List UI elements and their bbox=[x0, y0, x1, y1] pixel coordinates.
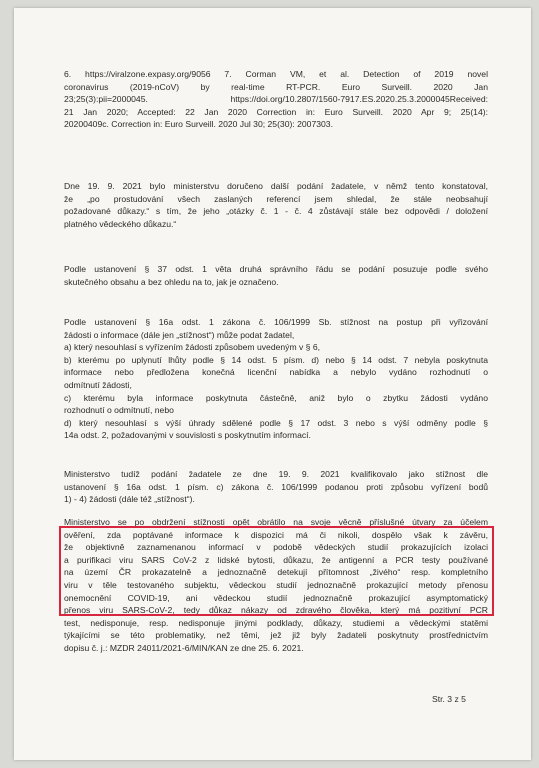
text-line: 1) - 4) žádosti (dále též „stížnost“). bbox=[64, 494, 195, 505]
text-line: požadované důkazy.“ s tím, že jeho „otázky č. 1 - č. 4 zůstávají stále bez odpovědi / doložení bbox=[64, 206, 488, 217]
text-line: 6. https://viralzone.expasy.org/9056 7. Corman VM, et al. Detection of 2019 novel bbox=[64, 69, 488, 79]
text-line: 20200409c. Correction in: Euro Surveill. 2020 Jul 30; 25(30): 2007303. bbox=[64, 119, 333, 130]
text-line: žádosti o informace (dále jen „stížnost“) může podat žadatel, bbox=[64, 329, 295, 340]
text-line: c) kterému byla informace poskytnuta částečně, aniž bylo o zbytku žádosti vydáno bbox=[64, 392, 488, 403]
text-line: rozhodnutí o odmítnutí, nebo bbox=[64, 405, 174, 416]
section-16a-paragraph bbox=[64, 316, 488, 442]
text-line: že „po prostudování všech zaslaných referencí jsem shledal, že stále neobsahují bbox=[64, 193, 488, 204]
text-line: a) který nesouhlasí s vyřízením žádosti způsobem uvedeným v § 6, bbox=[64, 342, 321, 353]
submission-paragraph bbox=[64, 180, 488, 230]
text-line: b) kterému po uplynutí lhůty podle § 14 odst. 5 písm. d) nebo § 14 odst. 7 nebyla poskytnuta bbox=[64, 354, 488, 365]
text-line: 21 Jan 2020; Accepted: 22 Jan 2020 Correction in: Euro Surveill. 2020 Apr 9; 25(14): bbox=[64, 106, 488, 117]
text-line: přenos viru SARS-CoV-2, tedy důkaz nákazy od zdravého člověka, který má pozitivní PCR bbox=[64, 605, 488, 616]
page-number: Str. 3 z 5 bbox=[432, 694, 466, 704]
text-line: Podle ustanovení § 37 odst. 1 věta druhá správního řádu se podání posuzuje podle svého bbox=[64, 264, 488, 274]
text-line: 23;25(3):pii=2000045. https://doi.org/10.2807/1560-7917.ES.2020.25.3.2000045Received: bbox=[64, 94, 488, 105]
text-line: test, nedisponuje, resp. nedisponuje jinými podklady, důkazy, studiemi a vědeckými statěmi bbox=[64, 617, 488, 628]
text-line: že objektivně zaznamenanou informací v podobě vědeckých studií prokazujících izolaci bbox=[64, 542, 488, 553]
text-line: coronavirus (2019-nCoV) by real-time RT-PCR. Euro Surveill. 2020 Jan bbox=[64, 81, 488, 92]
text-line: d) který nesouhlasí s výší úhrady sdělené podle § 17 odst. 3 nebo s výší odměny podle § bbox=[64, 417, 488, 428]
text-line: ověření, zda poptávané informace k dispozici má či nikoli, dospělo však k závěru, bbox=[64, 529, 488, 540]
text-line: Podle ustanovení § 16a odst. 1 zákona č. 106/1999 Sb. stížnost na postup při vyřizování bbox=[64, 317, 488, 327]
text-line: onemocnění COVID-19, ani vědeckou studií jednoznačně prokazující asymptomatický bbox=[64, 592, 488, 603]
text-line: informace nebo předložena konečná licenční nabídka a nebylo vydáno rozhodnutí o bbox=[64, 367, 488, 378]
document-page bbox=[14, 8, 531, 760]
text-line: viru v těle testovaného subjektu, vědeckou studií jednoznačně prokazující metody přenosu bbox=[64, 579, 488, 590]
text-line: Dne 19. 9. 2021 bylo ministerstvu doručeno další podání žadatele, v němž tento konstatoval, bbox=[64, 181, 488, 191]
text-line: ustanovení § 16a odst. 1 písm. c) zákona č. 106/1999 podanou proti způsobu vyřízení bodů bbox=[64, 481, 488, 492]
qualification-paragraph bbox=[64, 468, 488, 506]
text-line: Ministerstvo tudíž podání žadatele ze dne 19. 9. 2021 kvalifikovalo jako stížnost dle bbox=[64, 469, 488, 479]
text-line: dopisu č. j.: MZDR 24011/2021-6/MIN/KAN ze dne 25. 6. 2021. bbox=[64, 642, 304, 653]
text-line: platného vědeckého důkazu.“ bbox=[64, 218, 177, 229]
text-line: Ministerstvo se po obdržení stížnosti opět obrátilo na svoje věcně příslušné útvary za účelem bbox=[64, 517, 488, 527]
text-line: 14a odst. 2, požadovanými v souvislosti s poskytnutím informací. bbox=[64, 430, 311, 441]
section-37-paragraph bbox=[64, 263, 488, 288]
text-line: skutečného obsahu a bez ohledu na to, jak je označeno. bbox=[64, 276, 279, 287]
text-line: na území ČR prokazatelně a jednoznačně detekují přítomnost „živého“ resp. kompletního bbox=[64, 567, 488, 578]
text-line: odmítnutí žádosti, bbox=[64, 379, 132, 390]
text-line: a purifikaci viru SARS CoV-2 z lidské bytosti, důkazu, že antigenní a PCR testy používané bbox=[64, 554, 488, 565]
references-paragraph bbox=[64, 68, 488, 131]
text-line: týkajícími se této problematiky, než těmi, jež již byly žadateli poskytnuty prostřednictvím bbox=[64, 630, 488, 641]
highlight-box bbox=[59, 526, 494, 616]
